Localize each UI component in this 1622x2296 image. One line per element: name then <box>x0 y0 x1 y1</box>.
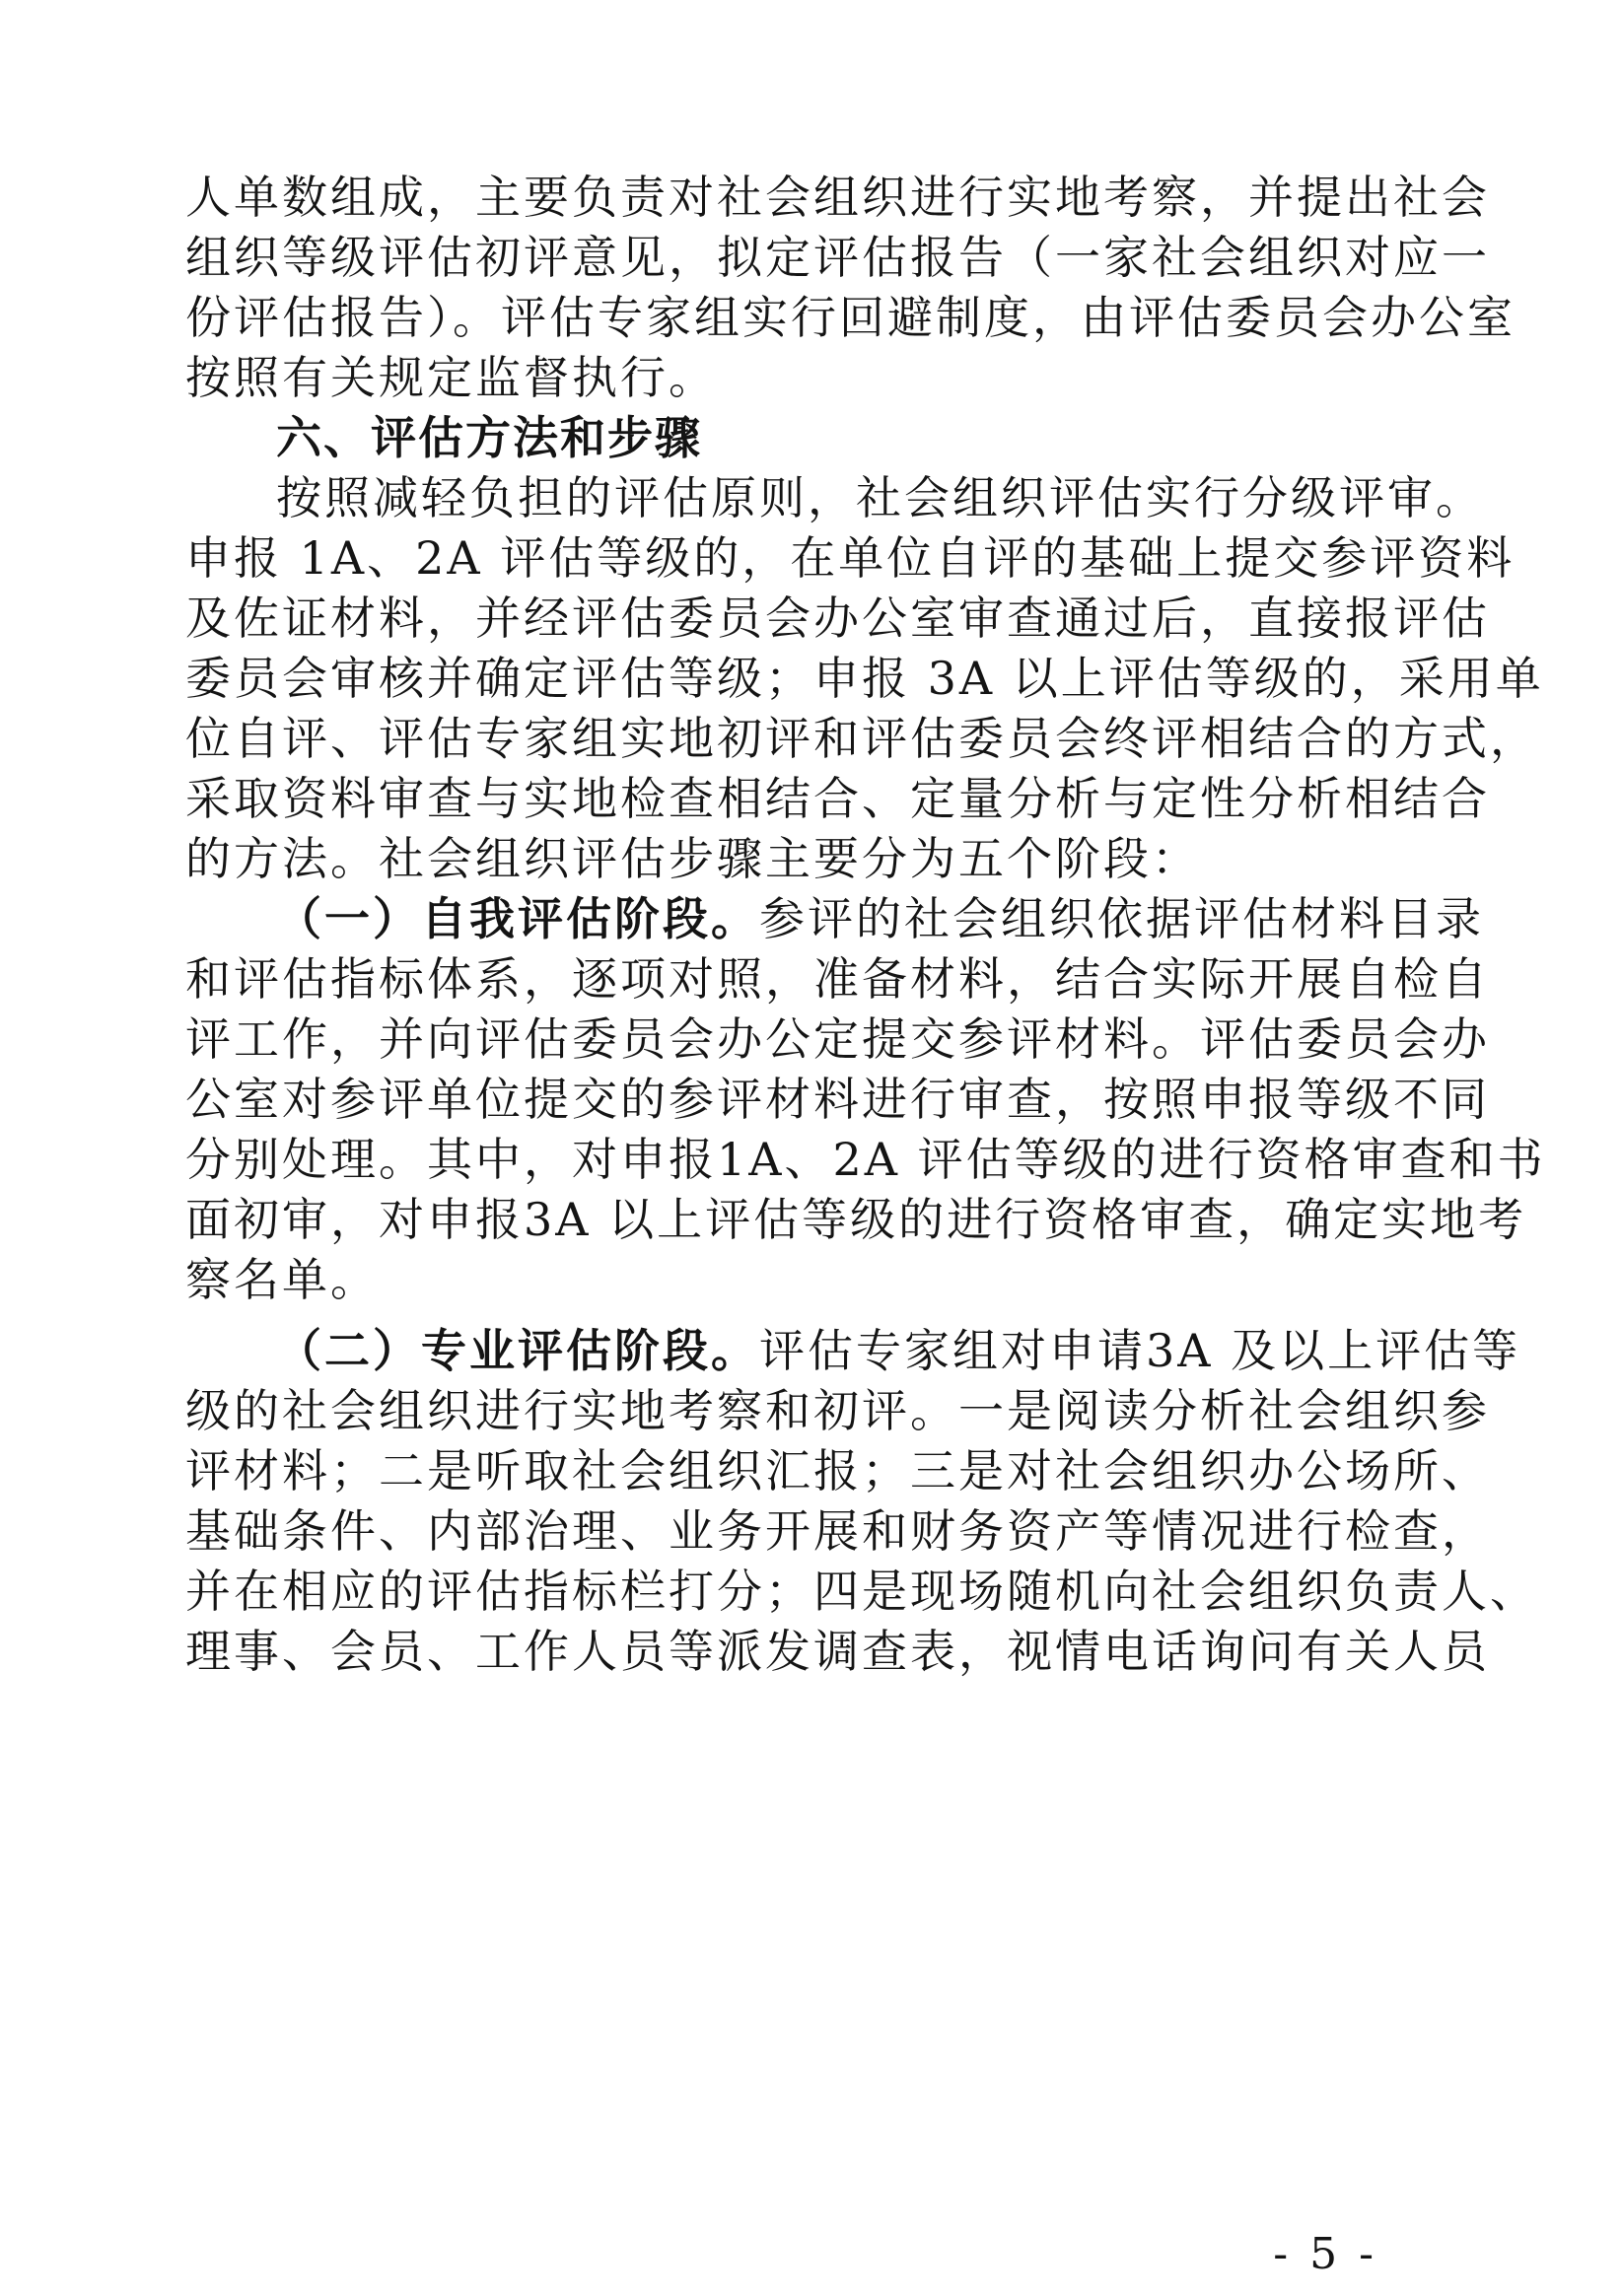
paragraph-line: 按照减轻负担的评估原则，社会组织评估实行分级评审。 <box>276 471 1484 524</box>
paragraph-line: 人单数组成，主要负责对社会组织进行实地考察，并提出社会 <box>185 171 1490 224</box>
paragraph-line: 公室对参评单位提交的参评材料进行审查，按照申报等级不同 <box>185 1073 1490 1126</box>
paragraph-line: 级的社会组织进行实地考察和初评。一是阅读分析社会组织参 <box>185 1384 1490 1437</box>
paragraph-line: 按照有关规定监督执行。 <box>185 351 717 404</box>
paragraph-line: 组织等级评估初评意见，拟定评估报告（一家社会组织对应一 <box>185 231 1490 284</box>
paragraph-line: 采取资料审查与实地检查相结合、定量分析与定性分析相结合 <box>185 772 1490 825</box>
paragraph-line: 位自评、评估专家组实地初评和评估委员会终评相结合的方式， <box>185 712 1538 765</box>
stage-two-lead: （二）专业评估阶段。 <box>276 1324 759 1377</box>
page-number: - 5 - <box>1273 2229 1377 2279</box>
paragraph-line: 评材料；二是听取社会组织汇报；三是对社会组织办公场所、 <box>185 1444 1490 1497</box>
paragraph-line: 及佐证材料，并经评估委员会办公室审查通过后，直接报评估 <box>185 591 1490 645</box>
stage-one-text: 参评的社会组织依据评估材料目录 <box>759 892 1484 945</box>
stage-two-first-line <box>276 1321 1521 1380</box>
paragraph-line: 并在相应的评估指标栏打分；四是现场随机向社会组织负责人、 <box>185 1565 1538 1618</box>
paragraph-line: 察名单。 <box>185 1253 379 1306</box>
paragraph-line: 评工作，并向评估委员会办公定提交参评材料。评估委员会办 <box>185 1012 1490 1066</box>
paragraph-line: 和评估指标体系，逐项对照，准备材料，结合实际开展自检自 <box>185 952 1490 1006</box>
paragraph-line: 基础条件、内部治理、业务开展和财务资产等情况进行检查， <box>185 1504 1490 1558</box>
paragraph-line: 份评估报告）。评估专家组实行回避制度，由评估委员会办公室 <box>185 291 1516 344</box>
section-heading: 六、评估方法和步骤 <box>276 411 702 464</box>
paragraph-line: 理事、会员、工作人员等派发调查表，视情电话询问有关人员 <box>185 1625 1490 1678</box>
stage-one-lead: （一）自我评估阶段。 <box>276 892 759 945</box>
paragraph-line: 分别处理。其中，对申报1A、2A 评估等级的进行资格审查和书 <box>185 1133 1546 1186</box>
paragraph-line: 面初审，对申报3A 以上评估等级的进行资格审查，确定实地考 <box>185 1193 1527 1246</box>
stage-two-text: 评估专家组对申请3A 及以上评估等 <box>759 1324 1521 1377</box>
paragraph-line: 的方法。社会组织评估步骤主要分为五个阶段： <box>185 832 1200 885</box>
stage-one-first-line <box>276 889 1484 948</box>
paragraph-line: 委员会审核并确定评估等级；申报 3A 以上评估等级的，采用单 <box>185 652 1544 705</box>
paragraph-line: 申报 1A、2A 评估等级的，在单位自评的基础上提交参评资料 <box>185 531 1516 585</box>
